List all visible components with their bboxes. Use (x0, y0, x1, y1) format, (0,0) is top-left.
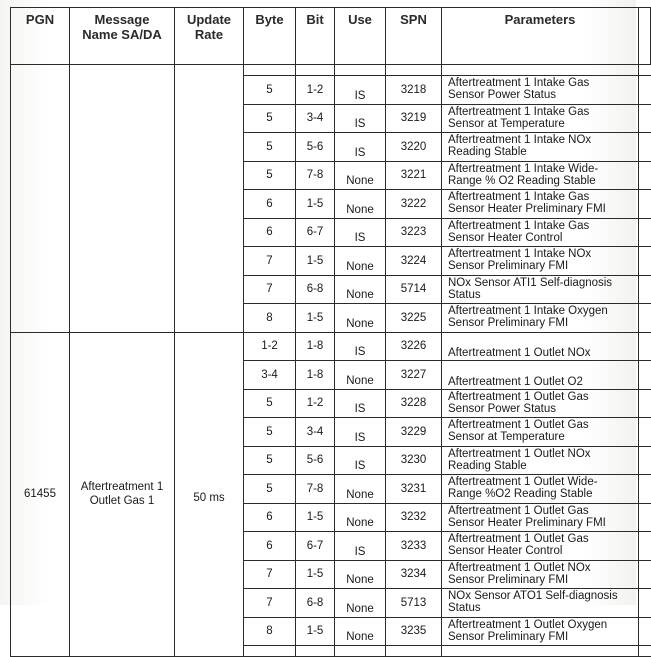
use-cell: IS (335, 76, 386, 105)
bit-cell: 1-5 (296, 304, 335, 333)
parameter-cell: Aftertreatment 1 Intake Gas Sensor Power Status (442, 76, 639, 105)
use-cell: None (335, 503, 386, 532)
spn-cell: 3230 (386, 446, 442, 475)
use-cell: IS (335, 332, 386, 361)
bit-cell: 1-5 (296, 247, 335, 276)
spn-cell: 3226 (386, 332, 442, 361)
table-row (11, 332, 651, 361)
spn-cell: 3227 (386, 361, 442, 390)
header-pgn: PGN (11, 8, 70, 65)
spn-cell: 3231 (386, 475, 442, 504)
parameter-cell: Aftertreatment 1 Outlet Gas Sensor at Temperature (442, 418, 639, 447)
use-cell: None (335, 589, 386, 618)
byte-cell: 5 (244, 76, 296, 105)
parameter-cell: Aftertreatment 1 Outlet Gas Sensor Heater Control (442, 532, 639, 561)
bit-cell: 1-2 (296, 76, 335, 105)
header-bit: Bit (296, 8, 335, 65)
use-cell: None (335, 475, 386, 504)
use-cell: IS (335, 389, 386, 418)
use-cell: None (335, 560, 386, 589)
bit-cell: 6-7 (296, 218, 335, 247)
bit-cell: 3-4 (296, 104, 335, 133)
header-row (11, 8, 651, 65)
spn-cell: 3233 (386, 532, 442, 561)
byte-cell: 7 (244, 560, 296, 589)
byte-cell: 8 (244, 304, 296, 333)
byte-cell: 6 (244, 532, 296, 561)
message-name-cell: Aftertreatment 1 Outlet Gas 1 (70, 332, 175, 657)
j1939-parameter-table (10, 7, 651, 657)
bit-cell: 7-8 (296, 475, 335, 504)
spn-cell: 3219 (386, 104, 442, 133)
byte-cell: 5 (244, 418, 296, 447)
parameter-cell: Aftertreatment 1 Outlet NOx Reading Stable (442, 446, 639, 475)
header-extra-column (639, 8, 651, 65)
byte-cell: 5 (244, 133, 296, 162)
spn-cell: 3220 (386, 133, 442, 162)
use-cell: None (335, 361, 386, 390)
byte-cell: 5 (244, 475, 296, 504)
use-cell: None (335, 247, 386, 276)
use-cell: IS (335, 418, 386, 447)
spn-cell: 3228 (386, 389, 442, 418)
header-parameters: Parameters (442, 8, 639, 65)
parameter-cell: Aftertreatment 1 Outlet NOx Sensor Preliminary FMI (442, 560, 639, 589)
spn-cell: 3232 (386, 503, 442, 532)
bit-cell: 1-5 (296, 503, 335, 532)
byte-cell: 6 (244, 218, 296, 247)
header-use: Use (335, 8, 386, 65)
byte-cell: 6 (244, 503, 296, 532)
parameter-cell: NOx Sensor ATO1 Self-diagnosis Status (442, 589, 639, 618)
use-cell: None (335, 161, 386, 190)
spn-cell: 3224 (386, 247, 442, 276)
byte-cell: 7 (244, 247, 296, 276)
group1-rate-cell (175, 65, 244, 333)
group1-message-cell (70, 65, 175, 333)
parameter-cell: NOx Sensor ATI1 Self-diagnosis Status (442, 275, 639, 304)
update-rate-cell: 50 ms (175, 332, 244, 657)
byte-cell: 5 (244, 446, 296, 475)
spn-cell: 3222 (386, 190, 442, 219)
parameter-cell: Aftertreatment 1 Outlet NOx (442, 332, 639, 361)
header-update-rate: Update Rate (175, 8, 244, 65)
parameter-cell: Aftertreatment 1 Intake Gas Sensor Heater Preliminary FMI (442, 190, 639, 219)
parameter-cell: Aftertreatment 1 Outlet O2 (442, 361, 639, 390)
use-cell: IS (335, 133, 386, 162)
spn-cell: 3223 (386, 218, 442, 247)
parameter-cell: Aftertreatment 1 Intake Gas Sensor at Temperature (442, 104, 639, 133)
spn-cell: 5713 (386, 589, 442, 618)
parameter-cell: Aftertreatment 1 Outlet Wide- Range %O2 Reading Stable (442, 475, 639, 504)
use-cell: IS (335, 532, 386, 561)
bit-cell: 6-8 (296, 589, 335, 618)
parameter-cell: Aftertreatment 1 Intake Gas Sensor Heater Control (442, 218, 639, 247)
bit-cell: 1-5 (296, 190, 335, 219)
bit-cell: 3-4 (296, 418, 335, 447)
bit-cell: 7-8 (296, 161, 335, 190)
spn-cell: 3229 (386, 418, 442, 447)
bit-cell: 6-8 (296, 275, 335, 304)
group1-pgn-cell (11, 65, 70, 333)
bit-cell: 5-6 (296, 446, 335, 475)
use-cell: None (335, 617, 386, 646)
spn-cell: 3218 (386, 76, 442, 105)
spn-cell: 5714 (386, 275, 442, 304)
header-message-name: Message Name SA/DA (70, 8, 175, 65)
header-byte: Byte (244, 8, 296, 65)
bit-cell: 5-6 (296, 133, 335, 162)
spacer-row (11, 65, 651, 76)
parameter-cell: Aftertreatment 1 Outlet Gas Sensor Heater Preliminary FMI (442, 503, 639, 532)
byte-cell: 5 (244, 104, 296, 133)
parameter-cell: Aftertreatment 1 Outlet Gas Sensor Power Status (442, 389, 639, 418)
byte-cell: 6 (244, 190, 296, 219)
byte-cell: 7 (244, 275, 296, 304)
spn-cell: 3234 (386, 560, 442, 589)
parameter-cell: Aftertreatment 1 Intake Oxygen Sensor Preliminary FMI (442, 304, 639, 333)
byte-cell: 5 (244, 161, 296, 190)
bit-cell: 1-5 (296, 560, 335, 589)
parameter-cell: Aftertreatment 1 Intake NOx Reading Stable (442, 133, 639, 162)
spn-cell: 3235 (386, 617, 442, 646)
byte-cell: 8 (244, 617, 296, 646)
parameter-cell: Aftertreatment 1 Intake NOx Sensor Preliminary FMI (442, 247, 639, 276)
use-cell: None (335, 190, 386, 219)
byte-cell: 3-4 (244, 361, 296, 390)
use-cell: IS (335, 104, 386, 133)
bit-cell: 1-2 (296, 389, 335, 418)
byte-cell: 1-2 (244, 332, 296, 361)
use-cell: IS (335, 218, 386, 247)
bit-cell: 1-8 (296, 332, 335, 361)
spn-cell: 3221 (386, 161, 442, 190)
byte-cell: 7 (244, 589, 296, 618)
bit-cell: 1-8 (296, 361, 335, 390)
header-spn: SPN (386, 8, 442, 65)
byte-cell: 5 (244, 389, 296, 418)
pgn-cell: 61455 (11, 332, 70, 657)
use-cell: None (335, 275, 386, 304)
parameter-cell: Aftertreatment 1 Intake Wide- Range % O2 Reading Stable (442, 161, 639, 190)
use-cell: None (335, 304, 386, 333)
parameter-cell: Aftertreatment 1 Outlet Oxygen Sensor Preliminary FMI (442, 617, 639, 646)
bit-cell: 1-5 (296, 617, 335, 646)
spn-cell: 3225 (386, 304, 442, 333)
use-cell: IS (335, 446, 386, 475)
bit-cell: 6-7 (296, 532, 335, 561)
